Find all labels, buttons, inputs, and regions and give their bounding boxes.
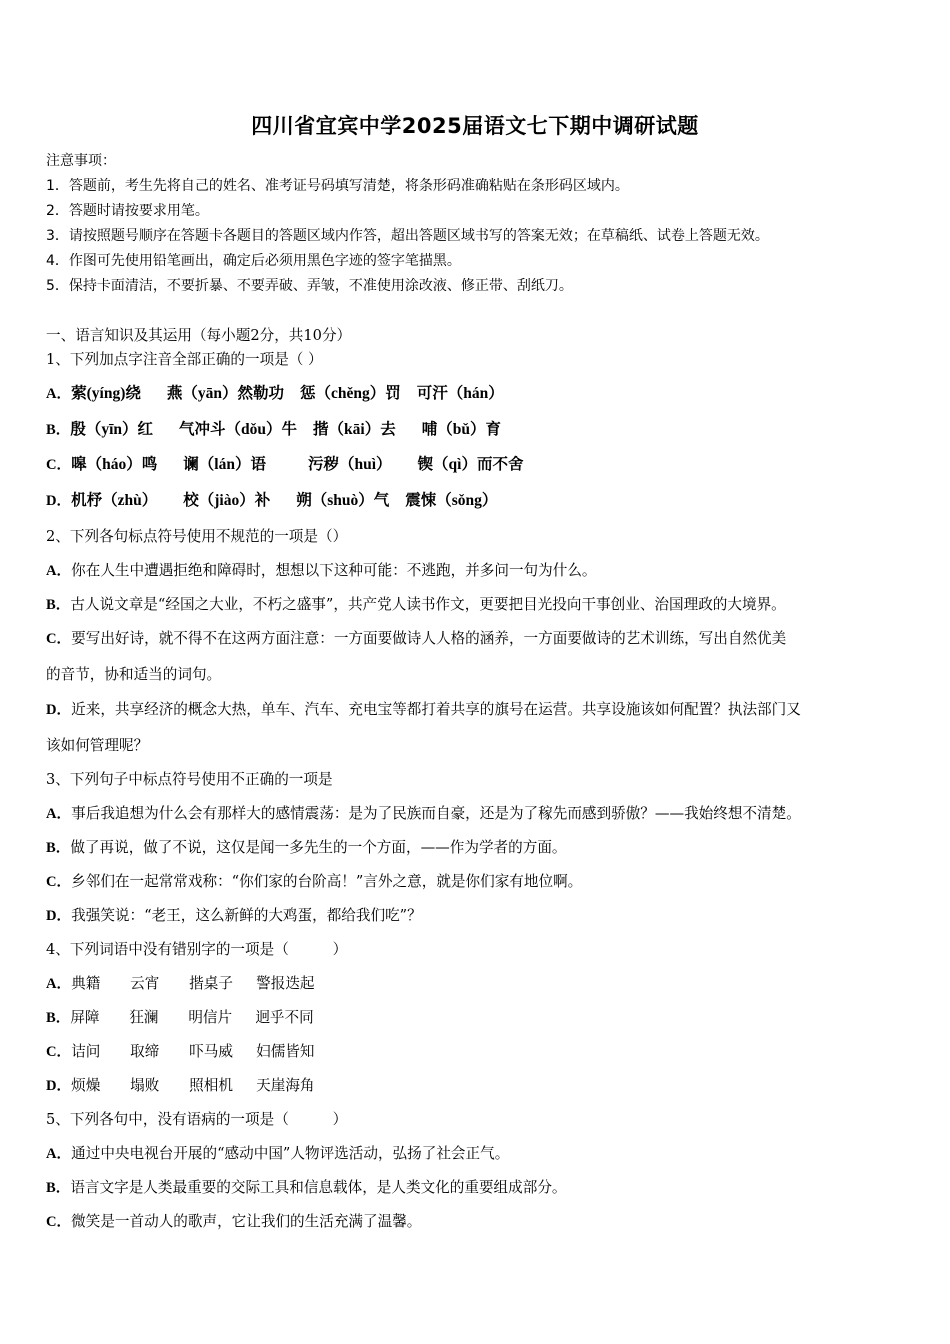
option-text: 近来，共享经济的概念大热，单车、汽车、充电宝等都打着共享的旗号在运营。共享设施该如何配置？执法部门又 <box>71 701 801 718</box>
option-part: 燕（yān）然勒功 <box>166 385 285 402</box>
option-letter: D． <box>46 1078 72 1094</box>
option-word: 烦燥 <box>71 1077 101 1094</box>
question-2-option-d <box>46 700 801 720</box>
option-part: 校（jiào）补 <box>183 492 271 509</box>
option-part: 机杼（zhù） <box>71 492 158 509</box>
question-3-option-c <box>46 872 582 892</box>
notice-item: 3．请按照题号顺序在答题卡各题目的答题区域内作答，超出答题区域书写的答案无效；在草稿纸、试卷上答题无效。 <box>46 228 769 244</box>
page-title: 四川省宜宾中学2025届语文七下期中调研试题 <box>251 114 699 138</box>
option-word: 警报迭起 <box>256 975 315 992</box>
option-letter: C． <box>46 1214 72 1230</box>
option-part: 锲（qì）而不舍 <box>417 456 524 473</box>
question-2-option-a <box>46 561 597 581</box>
option-part: 气冲斗（dǒu）牛 <box>179 421 298 438</box>
question-3-option-d <box>46 906 422 926</box>
option-part: 萦(yíng)绕 <box>71 385 141 402</box>
question-1-stem: 1、下列加点字注音全部正确的一项是（ ） <box>46 351 323 368</box>
notice-heading: 注意事项： <box>46 153 116 169</box>
option-word: 取缔 <box>130 1043 160 1060</box>
option-letter: C． <box>46 631 72 647</box>
option-text: 语言文字是人类最重要的交际工具和信息载体，是人类文化的重要组成部分。 <box>70 1179 567 1196</box>
option-letter: B． <box>46 422 71 438</box>
option-text: 你在人生中遭遇拒绝和障碍时，想想以下这种可能：不逃跑，并多问一句为什么。 <box>71 562 597 579</box>
option-part: 朔（shuò）气 <box>296 492 390 509</box>
question-4-option-b <box>46 1008 314 1028</box>
option-word: 照相机 <box>189 1077 233 1094</box>
option-part: 震悚（sǒng） <box>405 492 498 509</box>
option-text: 要写出好诗，就不得不在这两方面注意：一方面要做诗人人格的涵养，一方面要做诗的艺术训练，写出自然优美 <box>71 630 787 647</box>
option-letter: A． <box>46 806 72 822</box>
option-letter: C． <box>46 874 72 890</box>
question-2-stem: 2、下列各句标点符号使用不规范的一项是（） <box>46 528 348 545</box>
option-word: 云宵 <box>130 975 160 992</box>
notice-item: 1．答题前，考生先将自己的姓名、准考证号码填写清楚，将条形码准确粘贴在条形码区域内。 <box>46 178 629 194</box>
option-text: 我强笑说：“老王，这么新鲜的大鸡蛋，都给我们吃”？ <box>71 907 422 924</box>
option-letter: A． <box>46 563 72 579</box>
question-4-option-d <box>46 1076 315 1096</box>
option-letter: B． <box>46 840 71 856</box>
question-1-option-c <box>46 455 523 475</box>
option-text: 乡邻们在一起常常戏称：“你们家的台阶高！”言外之意，就是你们家有地位啊。 <box>71 873 583 890</box>
option-letter: B． <box>46 1010 71 1026</box>
question-2-option-c-continuation: 的音节，协和适当的词句。 <box>46 666 222 683</box>
notice-item: 2．答题时请按要求用笔。 <box>46 203 209 219</box>
question-4-option-a <box>46 974 315 994</box>
question-5-option-a <box>46 1144 509 1164</box>
question-2-option-d-continuation: 该如何管理呢？ <box>46 737 149 754</box>
option-word: 吓马威 <box>189 1043 233 1060</box>
option-word: 明信片 <box>188 1009 233 1026</box>
notice-item: 5．保持卡面清洁，不要折暴、不要弄破、弄皱，不准使用涂改液、修正带、刮纸刀。 <box>46 278 573 294</box>
option-part: 惩（chěng）罚 <box>300 385 401 402</box>
option-letter: C． <box>46 457 72 473</box>
option-letter: B． <box>46 1180 71 1196</box>
section-heading: 一、语言知识及其运用（每小题2分，共10分） <box>46 327 352 344</box>
option-letter: D． <box>46 908 72 924</box>
option-word: 诘问 <box>71 1043 101 1060</box>
question-3-option-a <box>46 804 801 824</box>
question-2-option-b <box>46 595 786 615</box>
option-letter: A． <box>46 1146 72 1162</box>
option-word: 揩桌子 <box>189 975 233 992</box>
option-part: 谰（lán）语 <box>183 456 266 473</box>
option-text: 微笑是一首动人的歌声，它让我们的生活充满了温馨。 <box>71 1213 422 1230</box>
option-part: 污秽（huì） <box>307 456 392 473</box>
question-3-option-b <box>46 838 567 858</box>
option-word: 狂澜 <box>129 1009 159 1026</box>
option-letter: A． <box>46 386 72 402</box>
option-word: 屏障 <box>70 1009 100 1026</box>
option-word: 塌败 <box>130 1077 160 1094</box>
question-3-stem: 3、下列句子中标点符号使用不正确的一项是 <box>46 771 333 788</box>
option-letter: B． <box>46 597 71 613</box>
question-5-option-c <box>46 1212 421 1232</box>
question-5-stem: 5、下列各句中，没有语病的一项是（ ） <box>46 1111 348 1128</box>
option-part: 揩（kāi）去 <box>313 421 396 438</box>
option-part: 殷（yīn）红 <box>70 421 154 438</box>
option-letter: D． <box>46 702 72 718</box>
question-1-option-d <box>46 491 497 511</box>
option-letter: A． <box>46 976 72 992</box>
option-letter: D． <box>46 493 72 509</box>
question-1-option-b <box>46 420 501 440</box>
option-word: 典籍 <box>71 975 101 992</box>
question-5-option-b <box>46 1178 567 1198</box>
option-text: 做了再说，做了不说，这仅是闻一多先生的一个方面，——作为学者的方面。 <box>70 839 567 856</box>
question-4-stem: 4、下列词语中没有错别字的一项是（ ） <box>46 941 348 958</box>
option-word: 迥乎不同 <box>255 1009 314 1026</box>
option-text: 古人说文章是“经国之大业，不朽之盛事”，共产党人读书作文，更要把目光投向干事创业、治国理政的大境界。 <box>70 596 786 613</box>
question-2-option-c <box>46 629 786 649</box>
option-word: 妇儒皆知 <box>256 1043 315 1060</box>
option-word: 天崖海角 <box>256 1077 315 1094</box>
option-text: 事后我追想为什么会有那样大的感情震荡：是为了民族而自豪，还是为了稼先而感到骄傲？——我始终想不清楚。 <box>71 805 801 822</box>
option-part: 哺（bǔ）育 <box>421 421 501 438</box>
notice-item: 4．作图可先使用铅笔画出，确定后必须用黑色字迹的签字笔描黑。 <box>46 253 461 269</box>
option-letter: C． <box>46 1044 72 1060</box>
option-text: 通过中央电视台开展的“感动中国”人物评选活动，弘扬了社会正气。 <box>71 1145 510 1162</box>
question-1-option-a <box>46 384 504 404</box>
option-part: 嗥（háo）鸣 <box>71 456 158 473</box>
option-part: 可汗（hán） <box>416 385 504 402</box>
question-4-option-c <box>46 1042 315 1062</box>
